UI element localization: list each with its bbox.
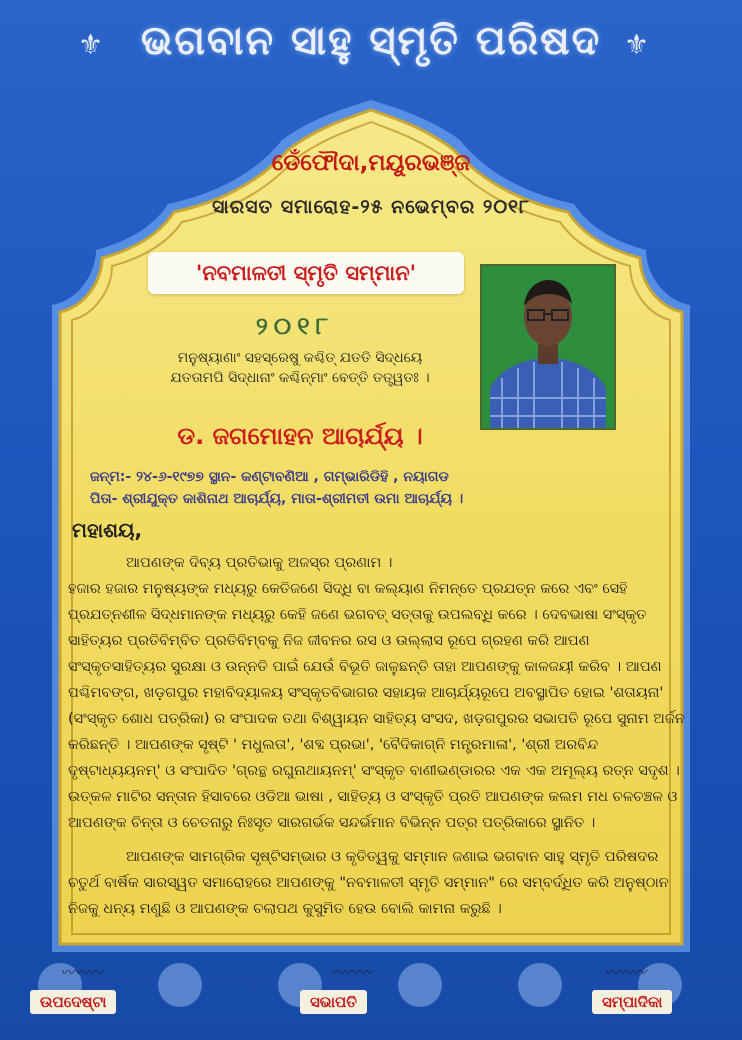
signature-right: 〰〰〰: [604, 965, 646, 981]
citation-paragraph-2: ଆପଣଙ୍କ ସାମଗ୍ରିକ ସୃଷ୍ଟିସମ୍ଭାର ଓ କୃତିତ୍ୱକୁ ସମ୍ମାନ ଜଣାଇ ଭଗବାନ ସାହୁ ସ୍ମୃତି ପରିଷଦର ଚତୁର୍ଥ ବାର୍ଷିକ ସାରସ୍ୱତ ସମାରୋହରେ ଆପଣଙ୍କୁ "ନବମାଳତୀ ସ୍ମୃତି ସମ୍ମାନ" ରେ ସମ୍ବର୍ଦ୍ଧିତ କରି ଅନୁଷ୍ଠାନ ନିଜକୁ ଧନ୍ୟ ମଣୁଛି ଓ ଆପଣଙ୍କ ଚଲାପଥ କୁସୁମିତ ହେଉ ବୋଲି କାମନା କରୁଛି ।: [68, 849, 669, 917]
sanskrit-verse: [130, 348, 470, 388]
recipient-name: ଡ. ଜଗମୋହନ ଆଚାର୍ଯ୍ୟ ।: [177, 422, 423, 450]
citation-paragraph-1: ହଜାର ହଜାର ମନୁଷ୍ୟଙ୍କ ମଧ୍ୟରୁ କେତିଜଣେ ସିଦ୍ଧି ବା କଲ୍ୟାଣ ନିମନ୍ତେ ପ୍ରଯତ୍ନ କରେ ଏବଂ ସେହି ପ୍ରଯତ୍ନଶୀଳ ସିଦ୍ଧମାନଙ୍କ ମଧ୍ୟରୁ କେହି ଜଣେ ଭଗବତ୍ ସତ୍ତାକୁ ଉପଲବ୍ଧି କରେ । ଦେବଭାଷା ସଂସ୍କୃତ ସାହିତ୍ୟର ପ୍ରତିବିମ୍ବିତ ପ୍ରତିବିମ୍ବକୁ ନିଜ ଜୀବନର ରସ ଓ ଉଲ୍ଲାସ ରୂପେ ଗ୍ରହଣ କରି ଆପଣ ସଂସ୍କୃତସାହିତ୍ୟର ସୁରକ୍ଷା ଓ ଉନ୍ନତି ପାଇଁ ଯେଉଁ ବିଭୂତି ଜାଳୁଛନ୍ତି ତାହା ଆପଣଙ୍କୁ କାଳଜୟୀ କରିବ । ଆପଣ ପଶ୍ଚିମବଙ୍ଗ, ଖଡ଼ଗପୁର ମହାବିଦ୍ୟାଳୟ ସଂସ୍କୃତବିଭାଗର ସହାୟକ ଆଚାର୍ଯ୍ୟରୂପେ ଅବସ୍ଥାପିତ ହୋଇ 'ଶତାୟନା' (ସଂସ୍କୃତ ଶୋଧ ପତ୍ରିକା) ର ସଂପାଦକ ତଥା ବିଶ୍ୱାୟନ ସାହିତ୍ୟ ସଂସଦ, ଖଡ଼ଗପୁରର ସଭାପତି ରୂପେ ସୁନାମ ଅର୍ଜନ କରିଛନ୍ତି । ଆପଣଙ୍କ ସୃଷ୍ଟି ' ମଧୁଲତା', 'ଶବ୍ଦ ପ୍ରଭା', 'ବୈଦିକାଗ୍ନି ମନ୍ତ୍ରମାଳା', 'ଶ୍ରୀ ଅରବିନ୍ଦ ଦୃଷ୍ଟାଧ୍ୟୟନମ୍' ଓ ସଂପାଦିତ 'ଗ୍ରନ୍ଥ ରଘୁନାଥାୟନମ୍' ସଂସ୍କୃତ ବାଣୀଭଣ୍ଡାରର ଏକ ଏକ ଅମୂଲ୍ୟ ରତ୍ନ ସଦୃଶ । ଉତ୍କଳ ମାଟିର ସନ୍ତାନ ହିସାବରେ ଓଡିଆ ଭାଷା , ସାହିତ୍ୟ ଓ ସଂସ୍କୃତି ପ୍ରତି ଆପଣଙ୍କ କଲମ ମଧ ଚଳଚଞ୍ଚଳ ଓ ଆପଣଙ୍କ ଚିନ୍ତା ଓ ଚେତନାରୁ ନିଃସୃତ ସାରଗର୍ଭକ ସନ୍ଦର୍ଭମାନ ବିଭିନ୍ନ ପତ୍ର ପତ୍ରିକାରେ ସ୍ଥାନିତ ।: [68, 581, 685, 831]
award-title: 'ନବମାଳତୀ ସ୍ମୃତି ସମ୍ମାନ': [148, 252, 464, 294]
recipient-bio: [90, 466, 610, 510]
salutation: ମହାଶୟ,: [72, 518, 143, 542]
person-portrait-icon: [482, 266, 614, 428]
fleur-de-lis-icon: ⚜: [624, 28, 650, 61]
advisor-label: ଉପଦେଷ୍ଟା: [30, 990, 116, 1014]
citation-body: [68, 550, 688, 922]
award-year: ୨୦୧୮: [255, 312, 335, 340]
president-label: ସଭାପତି: [300, 990, 367, 1014]
event-occasion: ସାରସତ ସମାରୋହ-୨୫ ନଭେମ୍ବର ୨୦୧୮: [212, 196, 530, 218]
event-place: ଡେଁଫୌଦା,ମୟୂରଭଞ୍ଜ: [271, 150, 471, 176]
organization-title: ଭଗବାନ ସାହୁ ସ୍ମୃତି ପରିଷଦ: [140, 18, 602, 64]
secretary-label: ସମ୍ପାଦିକା: [592, 990, 672, 1014]
recipient-photo: [480, 264, 616, 430]
verse-line-2: ଯତତାମପି ସିଦ୍ଧାନାଂ କଶ୍ଚିନ୍ମାଂ ବେତ୍ତି ତତ୍ତ୍ୱତଃ ।: [170, 370, 430, 386]
fleur-de-lis-icon: ⚜: [78, 28, 104, 61]
citation-opening: ଆପଣଙ୍କ ଦିବ୍ୟ ପ୍ରତିଭାକୁ ଅଜସ୍ର ପ୍ରଣାମ ।: [126, 555, 393, 571]
signature-left: 〰〰〰: [60, 965, 102, 981]
birth-details: ଜନ୍ମ:- ୨୪-୬-୧୯୭୭ ସ୍ଥାନ- କଣ୍ଟାବଣିଆ , ଗମ୍ଭାରିଡିହି , ନୟାଗଡ: [90, 469, 449, 485]
parents-details: ପିତା- ଶ୍ରୀଯୁକ୍ତ କାଶିନାଥ ଆଚାର୍ଯ୍ୟ, ମାତା-ଶ୍ରୀମତୀ ଉମା ଆଚାର୍ଯ୍ୟ ।: [90, 491, 464, 507]
signature-center: 〰〰〰: [330, 965, 372, 981]
verse-line-1: ମନୁଷ୍ୟାଣାଂ ସହସ୍ରେଷୁ କଶ୍ଚିତ୍ ଯତତି ସିଦ୍ଧୟେ: [177, 350, 423, 366]
